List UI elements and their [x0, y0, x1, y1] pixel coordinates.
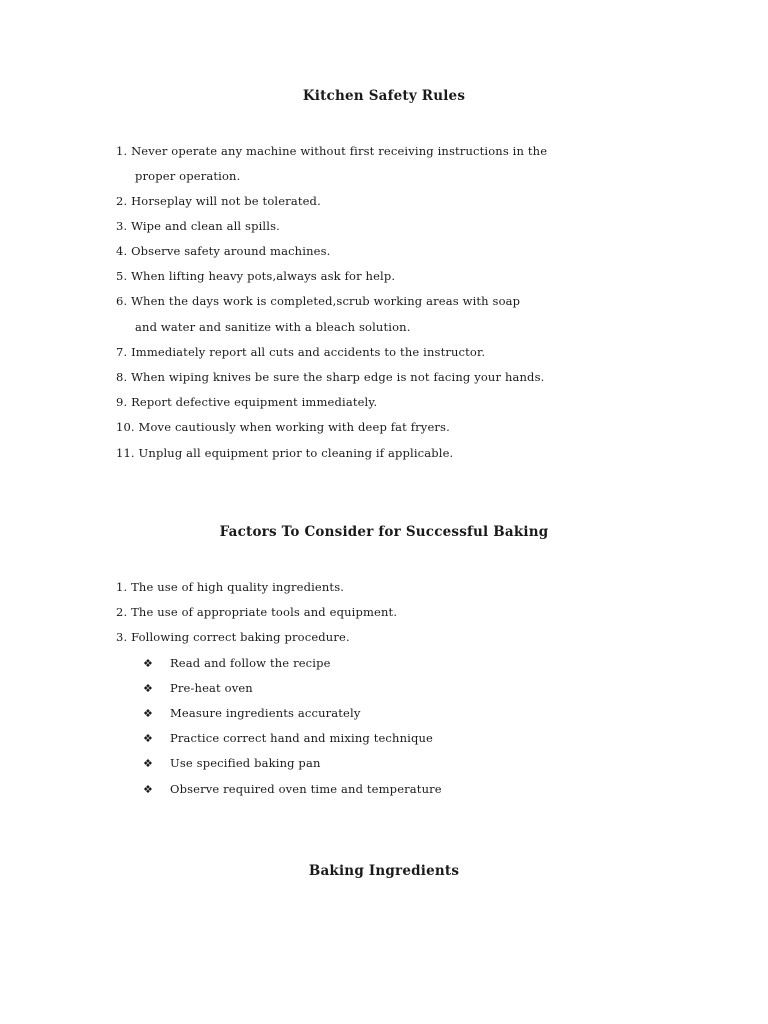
safety-rule-7: 7. Immediately report all cuts and accidents to the instructor. [116, 345, 486, 359]
diamond-bullet-icon: ❖ [143, 757, 154, 770]
procedure-bullet-text: Practice correct hand and mixing technique [170, 731, 433, 745]
safety-rule-8: 8. When wiping knives be sure the sharp edge is not facing your hands. [116, 370, 545, 384]
diamond-bullet-icon: ❖ [143, 707, 154, 720]
safety-rule-9: 9. Report defective equipment immediately. [116, 395, 378, 409]
safety-rule-5: 5. When lifting heavy pots,always ask for help. [116, 269, 396, 283]
safety-rule-1: 1. Never operate any machine without first receiving instructions in the [116, 144, 548, 158]
procedure-bullet [143, 706, 360, 720]
safety-rule-1-continued: proper operation. [135, 169, 241, 183]
procedure-bullet [143, 756, 321, 770]
procedure-bullet-text: Pre-heat oven [170, 681, 253, 695]
baking-factor-3: 3. Following correct baking procedure. [116, 630, 350, 644]
diamond-bullet-icon: ❖ [143, 657, 154, 670]
safety-rule-4: 4. Observe safety around machines. [116, 244, 331, 258]
safety-rule-2: 2. Horseplay will not be tolerated. [116, 194, 321, 208]
heading-successful-baking-factors: Factors To Consider for Successful Baking [219, 524, 549, 540]
safety-rule-3: 3. Wipe and clean all spills. [116, 219, 280, 233]
procedure-bullet-text: Measure ingredients accurately [170, 706, 361, 720]
procedure-bullet-text: Observe required oven time and temperature [170, 782, 442, 796]
procedure-bullet [143, 681, 253, 695]
diamond-bullet-icon: ❖ [143, 783, 154, 796]
baking-factor-1: 1. The use of high quality ingredients. [116, 580, 345, 594]
procedure-bullet-text: Use specified baking pan [170, 756, 321, 770]
heading-kitchen-safety-rules: Kitchen Safety Rules [302, 88, 466, 104]
heading-baking-ingredients: Baking Ingredients [308, 863, 460, 879]
safety-rule-6: 6. When the days work is completed,scrub working areas with soap [116, 294, 521, 308]
procedure-bullet [143, 782, 442, 796]
diamond-bullet-icon: ❖ [143, 682, 154, 695]
procedure-bullet [143, 656, 331, 670]
procedure-bullet [143, 731, 433, 745]
diamond-bullet-icon: ❖ [143, 732, 154, 745]
procedure-bullet-text: Read and follow the recipe [170, 656, 331, 670]
baking-factor-2: 2. The use of appropriate tools and equipment. [116, 605, 398, 619]
safety-rule-6-continued: and water and sanitize with a bleach solution. [135, 320, 411, 334]
safety-rule-11: 11. Unplug all equipment prior to cleaning if applicable. [116, 446, 454, 460]
safety-rule-10: 10. Move cautiously when working with deep fat fryers. [116, 420, 450, 434]
